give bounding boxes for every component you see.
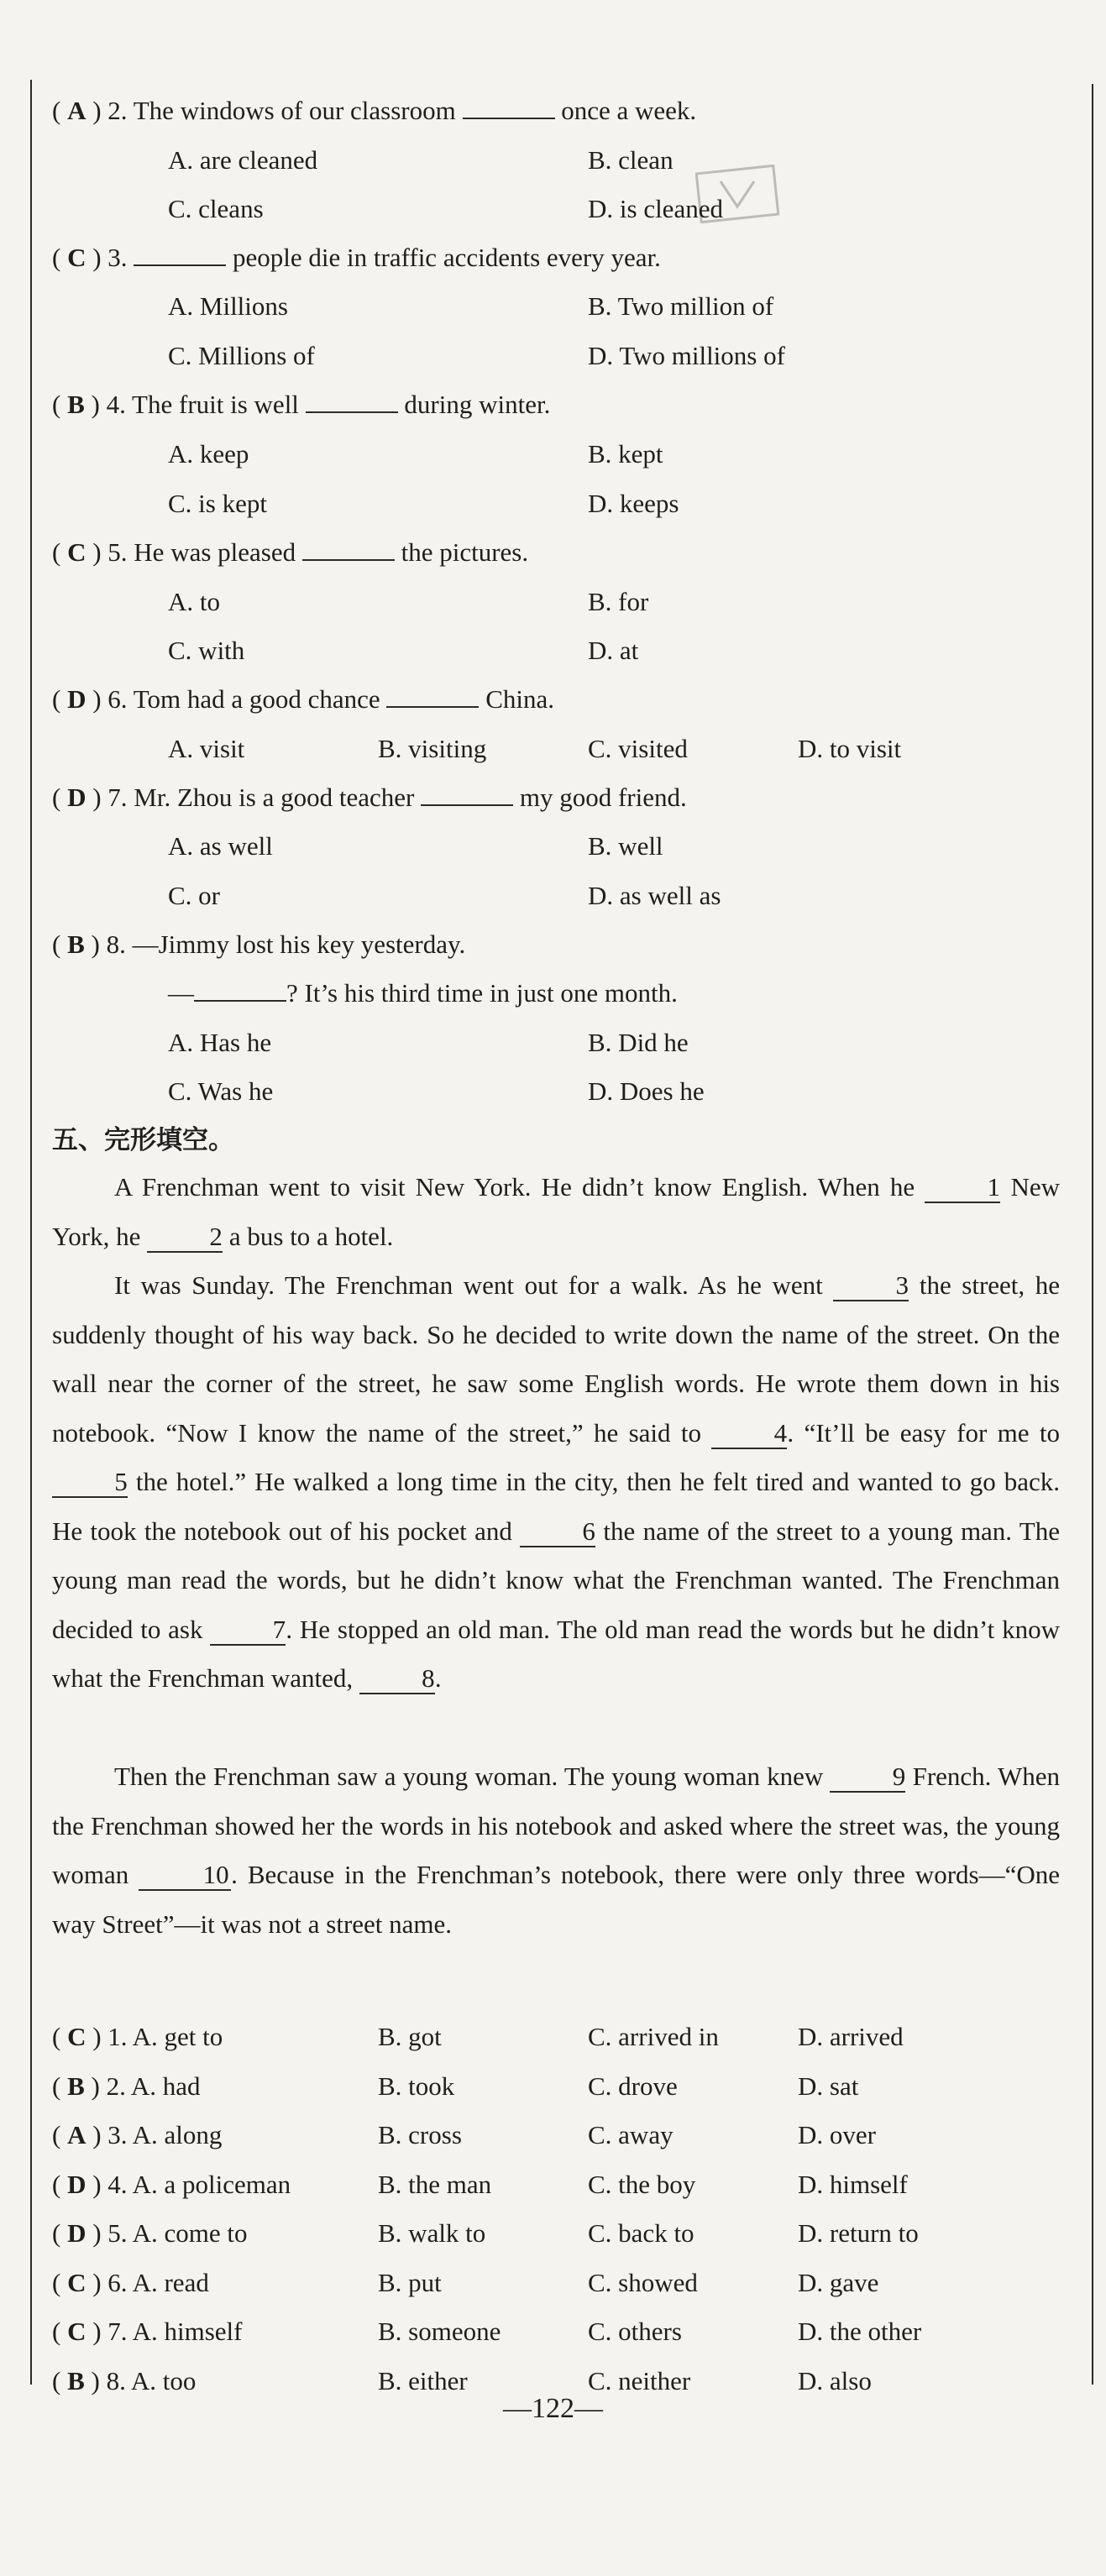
option-d: D. as well as [588, 881, 721, 910]
text: . Because in the Frenchman’s notebook, there were only three words—“One way Street”—it was not a street name. [52, 1860, 1060, 1939]
option-d: D. to visit [798, 734, 902, 763]
answer-blank [463, 118, 555, 119]
option-d: D. Two millions of [588, 341, 785, 370]
passage-paragraph-3 [52, 1752, 1060, 1949]
answer-letter: B [67, 390, 85, 419]
question-text-end: my good friend. [513, 783, 687, 812]
answer-blank [306, 411, 398, 413]
option-a: A. as well [168, 831, 273, 861]
option-d: D. is cleaned [588, 194, 723, 223]
option-a: A. visit [168, 734, 245, 763]
passage-paragraph-2 [52, 1261, 1060, 1704]
text: A Frenchman went to visit New York. He didn’t know English. When he [114, 1172, 925, 1202]
question-number: 8 [106, 2366, 120, 2395]
option-b: B. someone [378, 2317, 501, 2346]
question-number: 2 [106, 2071, 120, 2101]
cloze-question-6: ( C ) 6. A. read [52, 2268, 209, 2297]
option-b: B. clean [588, 145, 674, 175]
question-number: 4 [106, 390, 120, 419]
option-b: B. for [588, 587, 649, 616]
question-number: 6 [107, 684, 121, 714]
question-8-reply [168, 976, 678, 1010]
text: . “It’ll be easy for me to [787, 1417, 1060, 1448]
text: the name of the street to a young man. The young man read the words, but he didn’t know what the Frenchman wanted. The Frenchman decided to ask [52, 1516, 1060, 1644]
option-c: C. back to [588, 2218, 695, 2248]
question-3: ( C ) 3. people die in traffic accidents every year. [52, 243, 661, 272]
question-number: 5 [107, 537, 121, 567]
cloze-blank-6: 6 [520, 1517, 595, 1547]
option-c: C. is kept [168, 489, 267, 518]
answer-letter: D [67, 2170, 86, 2199]
option-a: A. had [130, 2071, 201, 2101]
question-4: ( B ) 4. The fruit is well during winter. [52, 390, 551, 419]
question-text-end: the pictures. [394, 537, 529, 567]
question-number: 7 [107, 2317, 121, 2346]
option-c: C. with [168, 636, 245, 665]
cloze-blank-9: 9 [830, 1762, 905, 1793]
option-b: B. Two million of [588, 291, 774, 321]
question-text: The fruit is well [132, 390, 306, 419]
option-d: D. return to [798, 2218, 919, 2248]
option-a: A. read [132, 2268, 209, 2297]
answer-letter: C [67, 2022, 86, 2051]
question-5: ( C ) 5. He was pleased the pictures. [52, 537, 529, 567]
answer-letter: B [67, 2366, 85, 2395]
page-number: —122— [503, 2393, 603, 2424]
cloze-question-5: ( D ) 5. A. come to [52, 2218, 248, 2248]
cloze-question-7: ( C ) 7. A. himself [52, 2317, 243, 2346]
answer-blank [421, 804, 513, 806]
answer-blank [386, 706, 479, 708]
question-number: 7 [107, 783, 121, 812]
text: the street, he suddenly thought of his way back. So he decided to write down the name of the street. On the wall near the corner of the street, he saw some English words. He wrote them down in his notebook. “Now I know the name of the street,” he said to [52, 1270, 1060, 1448]
option-a: A. himself [132, 2317, 243, 2346]
answer-letter: B [67, 929, 85, 959]
option-d: D. gave [798, 2268, 879, 2297]
cloze-question-4: ( D ) 4. A. a policeman [52, 2170, 291, 2199]
left-border-rule [30, 80, 32, 2385]
option-a: A. to [168, 587, 220, 616]
option-d: D. Does he [588, 1076, 705, 1106]
question-text: —Jimmy lost his key yesterday. [132, 929, 466, 959]
question-text: Tom had a good chance [133, 684, 387, 714]
cloze-blank-4: 4 [711, 1419, 787, 1449]
option-a: A. keep [168, 439, 249, 469]
option-d: D. at [588, 636, 639, 665]
cloze-blank-3: 3 [833, 1271, 909, 1301]
answer-letter: C [67, 2317, 86, 2346]
option-b: B. well [588, 831, 663, 861]
reply-text: ? It’s his third time in just one month. [286, 978, 678, 1008]
cloze-question-1: ( C ) 1. A. get to [52, 2022, 223, 2051]
answer-blank [194, 1000, 286, 1002]
question-8: ( B ) 8. —Jimmy lost his key yesterday. [52, 929, 466, 959]
cloze-blank-2: 2 [147, 1223, 223, 1253]
option-b: B. visiting [378, 734, 487, 763]
answer-letter: B [67, 2071, 85, 2101]
cloze-question-3: ( A ) 3. A. along [52, 2120, 223, 2149]
question-number: 1 [107, 2022, 121, 2051]
option-b: B. put [378, 2268, 442, 2297]
option-c: C. others [588, 2317, 682, 2346]
text: the hotel.” He walked a long time in the city, then he felt tired and wanted to go back. He took the notebook out of his pocket and [52, 1467, 1060, 1546]
text: New York, he [52, 1172, 1060, 1251]
question-text: people die in traffic accidents every year. [226, 243, 661, 272]
cloze-blank-1: 1 [925, 1173, 1000, 1203]
cloze-question-2: ( B ) 2. A. had [52, 2071, 201, 2101]
question-text-end: once a week. [554, 96, 697, 125]
option-c: C. Was he [168, 1076, 274, 1106]
question-number: 2 [107, 96, 121, 125]
right-border-rule [1092, 84, 1093, 2385]
cloze-blank-8: 8 [359, 1664, 435, 1694]
option-b: B. either [378, 2366, 468, 2395]
answer-letter: D [67, 2218, 86, 2248]
option-c: C. neither [588, 2366, 691, 2395]
option-d: D. himself [798, 2170, 908, 2199]
answer-letter: A [67, 2120, 86, 2149]
option-c: C. the boy [588, 2170, 696, 2199]
option-d: D. keeps [588, 489, 679, 518]
option-c: C. arrived in [588, 2022, 719, 2051]
option-d: D. also [798, 2366, 872, 2395]
answer-blank [134, 264, 226, 266]
answer-letter: C [67, 2268, 86, 2297]
option-c: C. drove [588, 2071, 678, 2101]
question-2: ( A ) 2. The windows of our classroom once a week. [52, 96, 697, 125]
option-a: A. too [130, 2366, 197, 2395]
option-b: B. cross [378, 2120, 462, 2149]
question-number: 6 [107, 2268, 121, 2297]
answer-letter: C [67, 243, 86, 272]
option-c: C. showed [588, 2268, 698, 2297]
option-d: D. the other [798, 2317, 922, 2346]
answer-blank [302, 559, 395, 561]
question-text-end: China. [479, 684, 555, 714]
text: It was Sunday. The Frenchman went out for a walk. As he went [114, 1270, 834, 1300]
option-c: C. Millions of [168, 341, 315, 370]
question-number: 4 [107, 2170, 121, 2199]
text: . [434, 1663, 442, 1693]
question-number: 3 [107, 243, 121, 272]
question-7: ( D ) 7. Mr. Zhou is a good teacher my good friend. [52, 783, 687, 812]
option-c: C. or [168, 881, 220, 910]
option-d: D. over [798, 2120, 876, 2149]
question-text: He was pleased [134, 537, 302, 567]
option-a: A. along [132, 2120, 223, 2149]
question-number: 3 [107, 2120, 121, 2149]
option-d: D. arrived [798, 2022, 904, 2051]
option-a: A. a policeman [132, 2170, 291, 2199]
question-text: The windows of our classroom [133, 96, 463, 125]
cloze-blank-10: 10 [139, 1861, 231, 1891]
option-b: B. got [378, 2022, 442, 2051]
answer-letter: A [67, 96, 86, 125]
cloze-question-8: ( B ) 8. A. too [52, 2366, 197, 2395]
option-b: B. kept [588, 439, 663, 469]
option-d: D. sat [798, 2071, 859, 2101]
section-title: 五、完形填空。 [52, 1125, 234, 1155]
answer-letter: D [67, 783, 86, 812]
option-c: C. cleans [168, 194, 264, 223]
option-a: A. Millions [168, 291, 288, 321]
question-text-end: during winter. [397, 390, 551, 419]
dash: — [168, 978, 194, 1008]
option-a: A. come to [132, 2218, 248, 2248]
question-6: ( D ) 6. Tom had a good chance China. [52, 684, 555, 714]
text: a bus to a hotel. [223, 1221, 394, 1251]
text: Then the Frenchman saw a young woman. The young woman knew [114, 1762, 831, 1791]
option-a: A. are cleaned [168, 145, 318, 175]
cloze-blank-5: 5 [52, 1468, 128, 1498]
option-b: B. the man [378, 2170, 492, 2199]
text: French. When the Frenchman showed her the words in his notebook and asked where the street was, the young woman [52, 1762, 1060, 1889]
option-b: B. walk to [378, 2218, 486, 2248]
question-number: 8 [106, 929, 120, 959]
option-b: B. Did he [588, 1028, 689, 1057]
option-c: C. away [588, 2120, 674, 2149]
question-text: Mr. Zhou is a good teacher [134, 783, 422, 812]
answer-letter: D [67, 684, 86, 714]
answer-letter: C [67, 537, 86, 567]
option-c: C. visited [588, 734, 688, 763]
option-b: B. took [378, 2071, 455, 2101]
option-a: A. Has he [168, 1028, 272, 1057]
text: . He stopped an old man. The old man read the words but he didn’t know what the Frenchman wanted, [52, 1614, 1060, 1693]
cloze-blank-7: 7 [210, 1615, 286, 1646]
passage-paragraph-1 [52, 1163, 1060, 1261]
question-number: 5 [107, 2218, 121, 2248]
option-a: A. get to [132, 2022, 223, 2051]
